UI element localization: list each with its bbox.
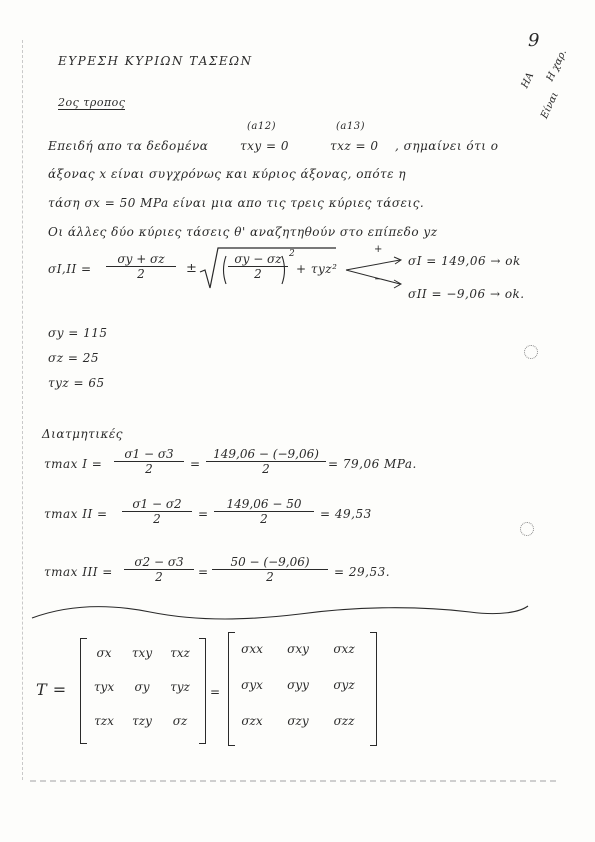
corner-note-2: Η χαρ. (544, 47, 570, 84)
tmax2-result: = 49,53 (320, 507, 372, 521)
principal-lhs: σI,II = (48, 262, 92, 276)
tmax2-lhs: τmax II = (44, 507, 108, 521)
paragraph-line-4: Οι άλλες δύο κύριες τάσεις θ' αναζητηθούν στο επίπεδο yz (48, 225, 438, 239)
corner-note-3: Είναι (539, 90, 561, 121)
principal-result-2: σII = −9,06 → ok. (408, 287, 525, 301)
scan-artifact-line (30, 780, 560, 782)
tmax3-den-numeric: 2 (266, 570, 274, 584)
corner-note-1: ΗΑ (519, 70, 537, 91)
tmax3-fraction-numeric (212, 555, 328, 584)
tmax1-eq: = (190, 457, 201, 471)
left-matrix-cell: σz (172, 714, 188, 728)
paper-mark-2 (520, 522, 534, 536)
paragraph-line-2: άξονας x είναι συγχρόνως και κύριος άξονας, οπότε η (48, 167, 407, 181)
left-matrix-cell: τyx (93, 680, 115, 694)
right-matrix-cell: σxy (287, 642, 309, 656)
tmax2-num-numeric: 149,06 − 50 (214, 497, 314, 512)
tmax1-lhs: τmax I = (44, 457, 103, 471)
principal-result-1: σI = 149,06 → ok (408, 254, 521, 268)
tmax3-den-symbolic: 2 (155, 570, 163, 584)
tmax2-eq: = (198, 507, 209, 521)
tmax2-den-numeric: 2 (260, 512, 268, 526)
left-matrix-cell: τxy (131, 646, 153, 660)
tmax1-den-numeric: 2 (262, 462, 270, 476)
root-denominator: 2 (254, 267, 262, 281)
left-matrix-cell: σy (134, 680, 150, 694)
right-matrix-cell: σzx (241, 714, 263, 728)
principal-mean-fraction (106, 252, 176, 281)
given-sigma-z: σz = 25 (48, 351, 99, 365)
plus-minus-sign: ± (186, 261, 198, 276)
left-matrix-cell: τyz (170, 680, 190, 694)
left-matrix-cell: τzx (94, 714, 114, 728)
right-matrix-cell: σyx (241, 678, 263, 692)
left-matrix (84, 640, 204, 740)
note-a13: (a13) (336, 121, 365, 132)
tmax2-den-symbolic: 2 (153, 512, 161, 526)
left-matrix-cell: τzy (132, 714, 152, 728)
right-matrix-cell: σzz (333, 714, 355, 728)
tmax1-num-numeric: 149,06 − (−9,06) (206, 447, 326, 462)
principal-mean-denominator: 2 (137, 267, 145, 281)
tmax2-fraction-symbolic (122, 497, 192, 526)
tmax3-result: = 29,53. (334, 565, 391, 579)
given-sigma-y: σy = 115 (48, 326, 108, 340)
given-tau-yz: τyz = 65 (48, 376, 105, 390)
right-matrix-cell: σyz (333, 678, 355, 692)
tmax2-num-symbolic: σ1 − σ2 (122, 497, 192, 512)
txz-zero: τxz = 0 (330, 139, 379, 153)
tmax2-fraction-numeric (214, 497, 314, 526)
tmax1-result: = 79,06 MPa. (328, 457, 417, 471)
plus-branch-label: + (374, 244, 383, 255)
root-numerator: σy − σz (228, 252, 288, 267)
result-arrows (342, 252, 406, 292)
minus-branch-label: − (374, 274, 383, 285)
paragraph-line-3: τάση σx = 50 MPa είναι μια απο τις τρεις κύριες τάσεις. (48, 196, 425, 210)
root-tail: + τyz² (296, 262, 338, 276)
tmax1-fraction-numeric (206, 447, 326, 476)
right-matrix-cell: σyy (287, 678, 309, 692)
wavy-separator (30, 600, 530, 624)
right-matrix-cell: σzy (287, 714, 309, 728)
page-title: ΕΥΡΕΣΗ ΚΥΡΙΩΝ ΤΑΣΕΩΝ (58, 54, 253, 68)
right-matrix (232, 636, 372, 744)
margin-line (22, 40, 24, 780)
tmax1-fraction-symbolic (114, 447, 184, 476)
root-fraction (228, 252, 288, 281)
tmax1-den-symbolic: 2 (145, 462, 153, 476)
paragraph-line-1a: Επειδή απο τα δεδομένα (48, 139, 209, 153)
note-a12: (a12) (247, 121, 276, 132)
paragraph-line-1b: , σημαίνει ότι ο (395, 139, 499, 153)
right-matrix-cell: σxx (241, 642, 263, 656)
tmax3-fraction-symbolic (124, 555, 194, 584)
principal-mean-numerator: σy + σz (106, 252, 176, 267)
tmax3-lhs: τmax III = (44, 565, 113, 579)
page-number: 9 (528, 30, 540, 51)
method-subtitle: 2ος τροπος (58, 96, 126, 109)
left-matrix-cell: τxz (170, 646, 190, 660)
txy-zero: τxy = 0 (240, 139, 290, 153)
root-square-exponent: 2 (289, 249, 296, 259)
paper-mark-1 (524, 345, 538, 359)
tmax3-num-numeric: 50 − (−9,06) (212, 555, 328, 570)
tensor-lhs: T = (36, 680, 67, 699)
left-matrix-cell: σx (96, 646, 112, 660)
right-matrix-cell: σxz (333, 642, 355, 656)
tensor-eq: = (210, 685, 221, 699)
tmax3-eq: = (198, 565, 209, 579)
shear-heading: Διατμητικές (42, 427, 123, 441)
tmax3-num-symbolic: σ2 − σ3 (124, 555, 194, 570)
tmax1-num-symbolic: σ1 − σ3 (114, 447, 184, 462)
